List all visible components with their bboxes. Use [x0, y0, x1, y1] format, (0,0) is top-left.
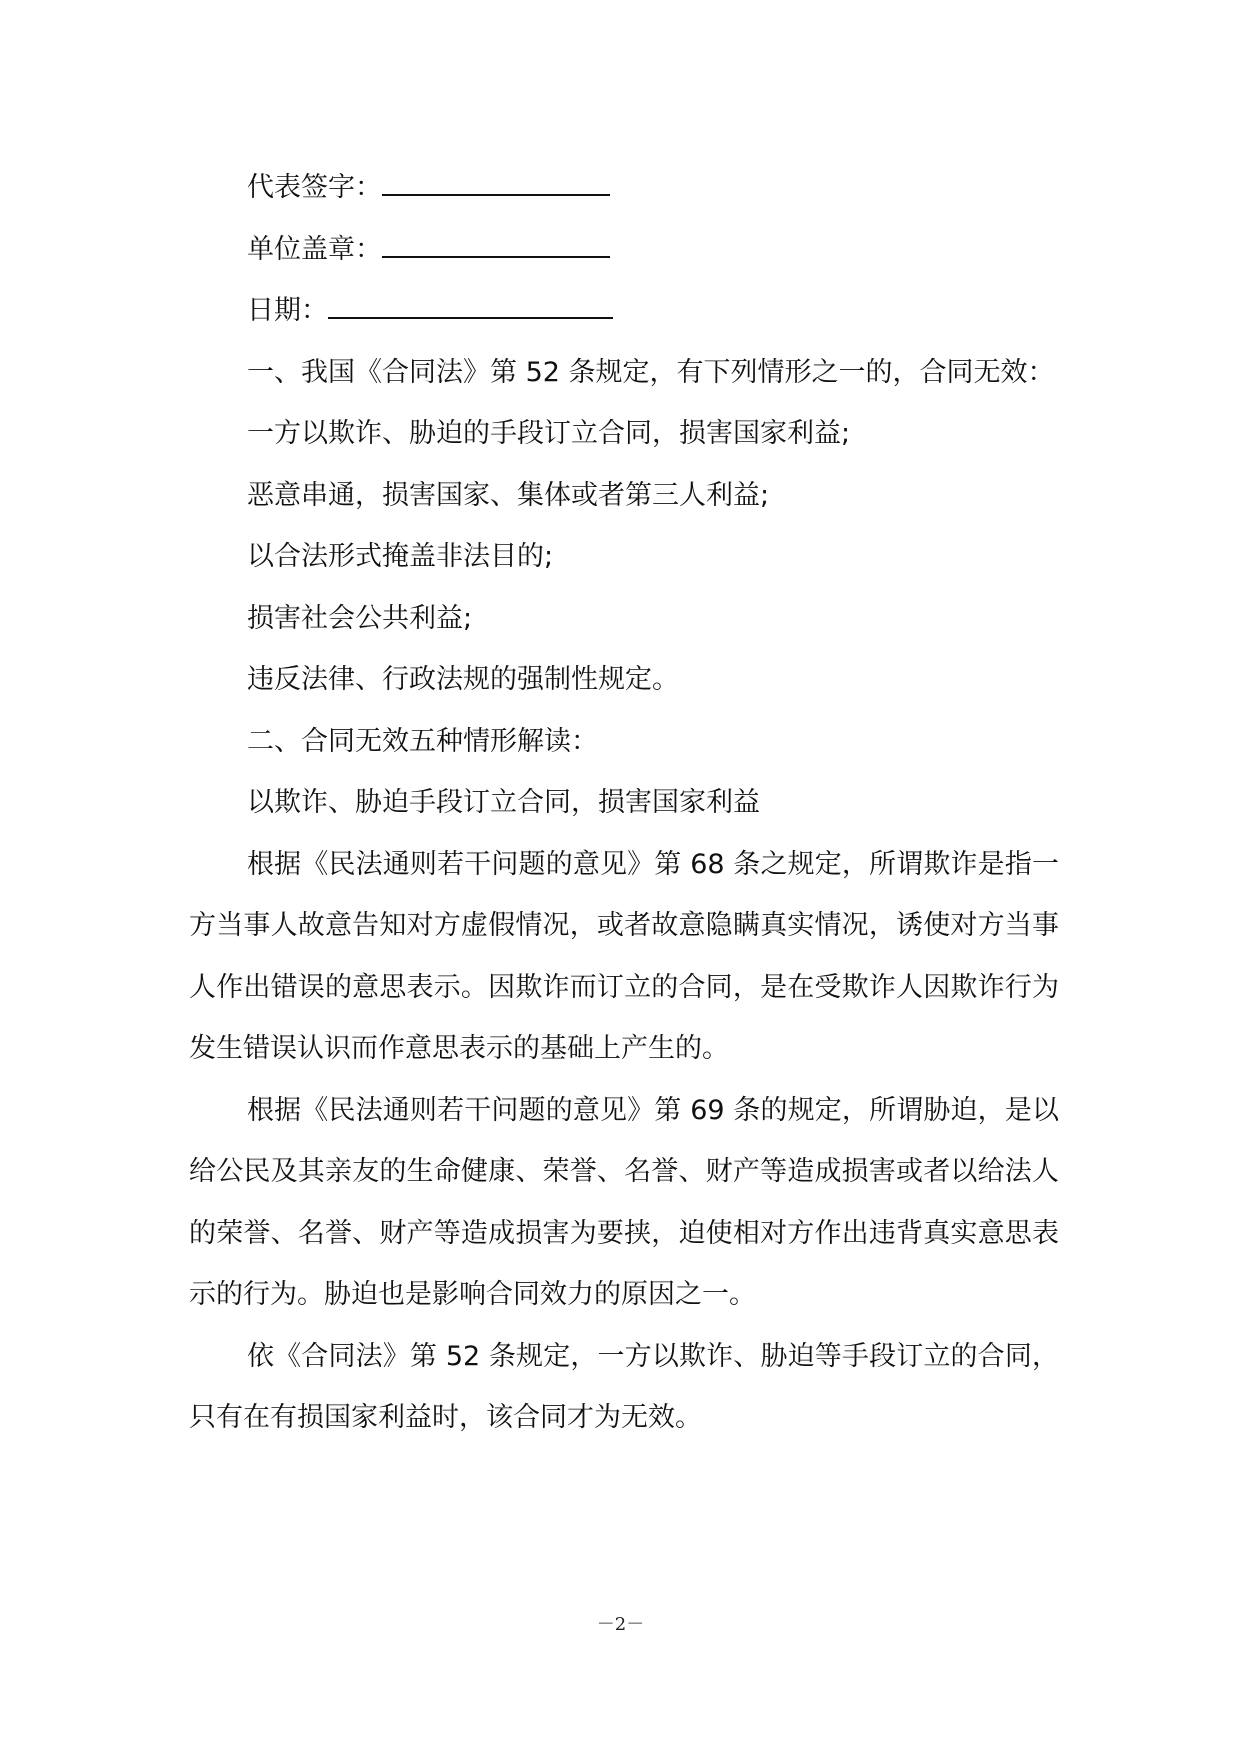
- list-item-mandatory-rules: 违反法律、行政法规的强制性规定。: [247, 664, 679, 695]
- seal-label: 单位盖章：: [247, 233, 382, 265]
- date-blank: [328, 295, 613, 319]
- date-row: [189, 280, 1059, 342]
- signature-rep-blank: [382, 172, 610, 196]
- paragraph-fraud-definition: 根据《民法通则若干问题的意见》第 68 条之规定，所谓欺诈是指一方当事人故意告知对方虚假情况，或者故意隐瞒真实情况，诱使对方当事人作出错误的意思表示。因欺诈而订立的合同，是在受欺诈人因欺诈行为发生错误认识而作意思表示的基础上产生的。: [189, 848, 1059, 1064]
- document-body: [189, 157, 1059, 1449]
- date-label: 日期：: [247, 295, 328, 326]
- paragraph-contract-law-conclusion: 依《合同法》第 52 条规定，一方以欺诈、胁迫等手段订立的合同，只有在有损国家利益时，该合同才为无效。: [189, 1340, 1059, 1433]
- paragraph-coercion-definition: 根据《民法通则若干问题的意见》第 69 条的规定，所谓胁迫，是以给公民及其亲友的生命健康、荣誉、名誉、财产等造成损害或者以给法人的荣誉、名誉、财产等造成损害为要挟，迫使相对方作出违背真实意思表示的行为。胁迫也是影响合同效力的原因之一。: [189, 1094, 1059, 1310]
- list-item-disguise: 以合法形式掩盖非法目的;: [247, 541, 554, 572]
- page-number: －2－: [596, 1614, 645, 1635]
- seal-row: [189, 219, 1059, 281]
- list-item-fraud-coercion: 一方以欺诈、胁迫的手段订立合同，损害国家利益;: [247, 418, 851, 449]
- signature-rep-label: 代表签字：: [247, 172, 382, 203]
- section-heading-interpretation: 二、合同无效五种情形解读：: [247, 725, 598, 757]
- seal-blank: [382, 234, 610, 258]
- signature-rep-row: [189, 157, 1059, 219]
- paragraph-contract-law-52: 一、我国《合同法》第 52 条规定，有下列情形之一的，合同无效：: [247, 356, 1055, 388]
- subheading-fraud-coercion: 以欺诈、胁迫手段订立合同，损害国家利益: [247, 787, 760, 818]
- list-item-public-interest: 损害社会公共利益;: [247, 602, 473, 634]
- list-item-collusion: 恶意串通，损害国家、集体或者第三人利益;: [247, 479, 770, 511]
